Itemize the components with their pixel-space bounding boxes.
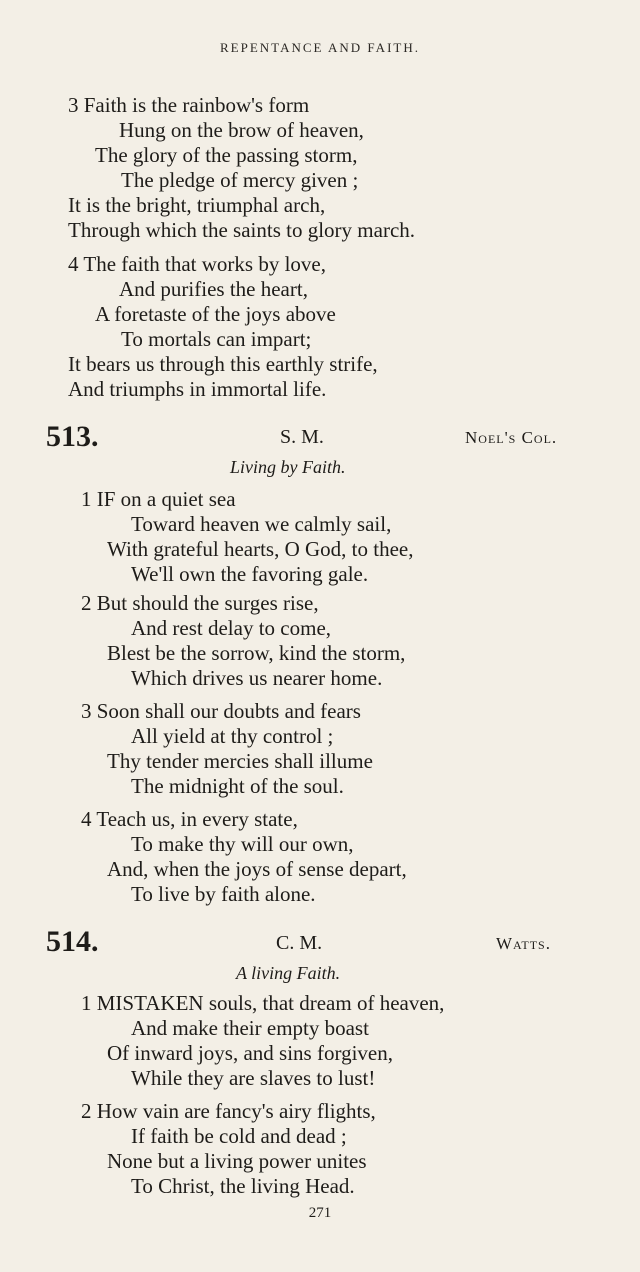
running-header: REPENTANCE AND FAITH.: [220, 40, 420, 55]
verse-line: 1 IF on a quiet sea: [81, 487, 236, 511]
verse-line: Toward heaven we calmly sail,: [131, 512, 392, 536]
hymn-title: Living by Faith.: [230, 457, 346, 477]
verse-line: And, when the joys of sense depart,: [107, 857, 407, 881]
hymn-meter: S. M.: [280, 426, 324, 448]
verse-line: And make their empty boast: [131, 1016, 369, 1040]
hymn-source: Noel's Col.: [465, 428, 558, 447]
verse-line: To mortals can impart;: [121, 327, 312, 351]
verse-line: The pledge of mercy given ;: [121, 168, 359, 192]
verse-line: All yield at thy control ;: [131, 724, 334, 748]
verse-line: To make thy will our own,: [131, 832, 354, 856]
verse-line: Blest be the sorrow, kind the storm,: [107, 641, 406, 665]
page-number: 271: [308, 1205, 332, 1221]
verse-line: To live by faith alone.: [131, 882, 316, 906]
verse-line: None but a living power unites: [107, 1149, 367, 1173]
verse-line: And triumphs in immortal life.: [68, 377, 327, 401]
verse-line: It is the bright, triumphal arch,: [68, 193, 326, 217]
verse-line: It bears us through this earthly strife,: [68, 352, 378, 376]
hymn-source: Watts.: [496, 934, 551, 953]
verse-line: 3 Faith is the rainbow's form: [68, 93, 310, 117]
verse-line: To Christ, the living Head.: [131, 1174, 355, 1198]
verse-line: A foretaste of the joys above: [95, 302, 336, 326]
hymn-title: A living Faith.: [236, 963, 341, 983]
verse-line: Which drives us nearer home.: [131, 666, 383, 690]
hymn-number: 514.: [46, 925, 99, 958]
verse-line: 4 Teach us, in every state,: [81, 807, 298, 831]
verse-line: Through which the saints to glory march.: [68, 218, 416, 242]
verse-line: The glory of the passing storm,: [95, 143, 358, 167]
verse-line: 3 Soon shall our doubts and fears: [81, 699, 361, 723]
verse-line: And rest delay to come,: [131, 616, 332, 640]
hymn-number: 513.: [46, 420, 99, 453]
verse-line: If faith be cold and dead ;: [131, 1124, 347, 1148]
verse-line: We'll own the favoring gale.: [131, 562, 369, 586]
verse-line: While they are slaves to lust!: [131, 1066, 376, 1090]
verse-line: 2 But should the surges rise,: [81, 591, 319, 615]
verse-line: And purifies the heart,: [119, 277, 308, 301]
hymn-meter: C. M.: [276, 932, 323, 954]
verse-line: Hung on the brow of heaven,: [119, 118, 364, 142]
verse-line: 4 The faith that works by love,: [68, 252, 326, 276]
verse-line: With grateful hearts, O God, to thee,: [107, 537, 414, 561]
verse-line: Of inward joys, and sins forgiven,: [107, 1041, 393, 1065]
verse-line: 2 How vain are fancy's airy flights,: [81, 1099, 376, 1123]
verse-line: The midnight of the soul.: [131, 774, 344, 798]
verse-line: 1 MISTAKEN souls, that dream of heaven,: [81, 991, 445, 1015]
verse-line: Thy tender mercies shall illume: [107, 749, 373, 773]
